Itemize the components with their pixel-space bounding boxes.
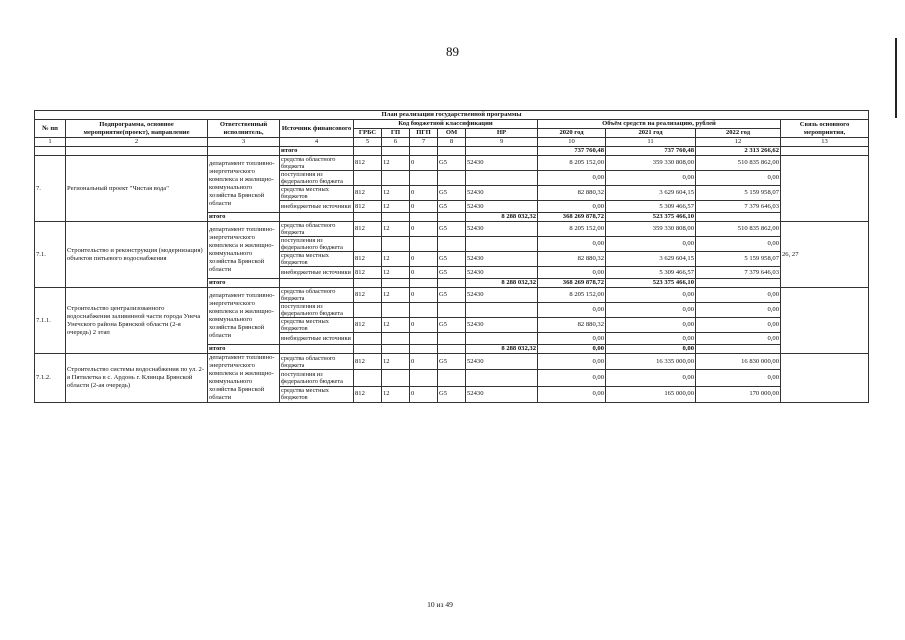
table-row — [35, 222, 869, 237]
item-link: 26, 27 — [781, 222, 869, 288]
empty-cell — [66, 147, 208, 156]
total-y2021: 368 269 878,72 — [538, 279, 606, 288]
total-y2020: 8 288 032,32 — [466, 279, 538, 288]
funding-source: средства местных бюджетов — [280, 318, 354, 333]
code-grbs: 812 — [354, 288, 382, 303]
amount-y2022: 16 830 000,00 — [696, 354, 781, 370]
column-number: 6 — [382, 138, 410, 147]
page-number: 89 — [446, 44, 459, 59]
amount-y2021: 0,00 — [606, 171, 696, 186]
code-grbs: 812 — [354, 156, 382, 171]
empty-cell — [410, 279, 438, 288]
total-y2020: 8 288 032,32 — [466, 345, 538, 354]
amount-y2020: 0,00 — [538, 354, 606, 370]
header-nr: НР — [466, 129, 538, 138]
plan-table — [34, 110, 869, 403]
item-executor: департамент топливно-энергетического комплекса и жилищно-коммунального хозяйства Брянской области — [208, 222, 280, 279]
amount-y2021: 0,00 — [606, 333, 696, 345]
code-om: G5 — [438, 354, 466, 370]
code-nr: 52430 — [466, 156, 538, 171]
funding-source: поступления из федерального бюджета — [280, 303, 354, 318]
header-2021: 2021 год — [606, 129, 696, 138]
item-number: 7.1.2. — [35, 354, 66, 403]
empty-cell — [438, 147, 466, 156]
code-gp: 12 — [382, 252, 410, 267]
code-gp: 12 — [382, 222, 410, 237]
amount-y2022: 0,00 — [696, 171, 781, 186]
empty-cell — [354, 213, 382, 222]
amount-y2022: 0,00 — [696, 303, 781, 318]
code-om: G5 — [438, 267, 466, 279]
code-pgp: 0 — [410, 354, 438, 370]
code-grbs: 812 — [354, 354, 382, 370]
empty-cell — [382, 147, 410, 156]
code-nr: 52430 — [466, 386, 538, 402]
code-nr: 52430 — [466, 222, 538, 237]
code-grbs: 812 — [354, 318, 382, 333]
header-pgp: ПГП — [410, 129, 438, 138]
table-row — [35, 288, 869, 303]
amount-y2021: 0,00 — [606, 303, 696, 318]
column-number: 2 — [66, 138, 208, 147]
code-gp — [382, 333, 410, 345]
code-nr — [466, 237, 538, 252]
item-executor: департамент топливно-энергетического комплекса и жилищно-коммунального хозяйства Брянской области — [208, 354, 280, 403]
column-number: 10 — [538, 138, 606, 147]
item-link — [781, 156, 869, 222]
code-grbs — [354, 370, 382, 386]
code-pgp: 0 — [410, 252, 438, 267]
code-pgp: 0 — [410, 156, 438, 171]
code-pgp: 0 — [410, 186, 438, 201]
code-nr: 52430 — [466, 201, 538, 213]
empty-cell — [410, 213, 438, 222]
amount-y2020: 82 880,32 — [538, 252, 606, 267]
code-om: G5 — [438, 252, 466, 267]
empty-cell — [208, 147, 280, 156]
page-footer: 10 из 49 — [427, 600, 453, 609]
code-gp: 12 — [382, 288, 410, 303]
item-executor: департамент топливно-энергетического комплекса и жилищно-коммунального хозяйства Брянской области — [208, 288, 280, 345]
empty-cell — [280, 345, 354, 354]
header-link: Связь основного мероприятия, — [781, 120, 869, 138]
amount-y2022: 510 835 862,00 — [696, 222, 781, 237]
funding-source: внебюджетные источники — [280, 333, 354, 345]
amount-y2020: 0,00 — [538, 267, 606, 279]
amount-y2020: 8 205 152,00 — [538, 288, 606, 303]
total-label: итого — [280, 147, 354, 156]
header-grbs: ГРБС — [354, 129, 382, 138]
total-y2022: 523 375 466,10 — [606, 213, 696, 222]
amount-y2020: 8 205 152,00 — [538, 156, 606, 171]
code-om: G5 — [438, 222, 466, 237]
code-pgp — [410, 237, 438, 252]
amount-y2020: 0,00 — [538, 171, 606, 186]
code-grbs: 812 — [354, 252, 382, 267]
code-om: G5 — [438, 156, 466, 171]
amount-y2021: 3 629 604,15 — [606, 186, 696, 201]
amount-y2020: 8 205 152,00 — [538, 222, 606, 237]
column-number: 5 — [354, 138, 382, 147]
amount-y2021: 3 629 604,15 — [606, 252, 696, 267]
total-y2020: 8 288 032,32 — [466, 213, 538, 222]
total-y2022: 523 375 466,10 — [606, 279, 696, 288]
column-number: 1 — [35, 138, 66, 147]
table-row — [35, 156, 869, 171]
empty-cell — [410, 345, 438, 354]
code-gp — [382, 237, 410, 252]
column-number: 12 — [696, 138, 781, 147]
total-y2021: 0,00 — [538, 345, 606, 354]
total-row — [35, 147, 869, 156]
header-2022: 2022 год — [696, 129, 781, 138]
margin-mark — [895, 38, 897, 118]
item-name: Строительство централизованного водоснабжения заливинной части города Унеча Унечского района Брянской области (2-я очередь) 2 этап — [66, 288, 208, 354]
code-grbs: 812 — [354, 186, 382, 201]
code-pgp — [410, 370, 438, 386]
amount-y2021: 359 330 808,00 — [606, 156, 696, 171]
amount-y2021: 359 330 808,00 — [606, 222, 696, 237]
item-link — [781, 354, 869, 403]
amount-y2021: 0,00 — [606, 370, 696, 386]
amount-y2021: 16 335 000,00 — [606, 354, 696, 370]
amount-y2022: 0,00 — [696, 370, 781, 386]
funding-source: поступления из федерального бюджета — [280, 237, 354, 252]
amount-y2022: 7 379 646,03 — [696, 201, 781, 213]
funding-source: внебюджетные источники — [280, 267, 354, 279]
column-number: 13 — [781, 138, 869, 147]
table-body — [35, 138, 869, 403]
funding-source: средства местных бюджетов — [280, 386, 354, 402]
amount-y2021: 165 000,00 — [606, 386, 696, 402]
code-pgp — [410, 171, 438, 186]
code-gp: 12 — [382, 267, 410, 279]
code-om — [438, 237, 466, 252]
code-grbs — [354, 303, 382, 318]
header-om: ОМ — [438, 129, 466, 138]
item-number: 7. — [35, 156, 66, 222]
funding-source: средства областного бюджета — [280, 222, 354, 237]
total-label: итого — [208, 213, 280, 222]
funding-source: средства областного бюджета — [280, 156, 354, 171]
code-om — [438, 171, 466, 186]
amount-y2020: 0,00 — [538, 201, 606, 213]
total-y2021: 368 269 878,72 — [538, 213, 606, 222]
total-y2022: 0,00 — [606, 345, 696, 354]
code-pgp: 0 — [410, 201, 438, 213]
empty-cell — [280, 279, 354, 288]
amount-y2022: 0,00 — [696, 333, 781, 345]
code-om — [438, 333, 466, 345]
funding-source: средства местных бюджетов — [280, 186, 354, 201]
empty-cell — [781, 147, 869, 156]
code-pgp: 0 — [410, 222, 438, 237]
code-gp: 12 — [382, 156, 410, 171]
empty-cell — [354, 147, 382, 156]
empty-cell — [382, 279, 410, 288]
code-nr: 52430 — [466, 267, 538, 279]
code-gp: 12 — [382, 201, 410, 213]
funding-source: средства областного бюджета — [280, 288, 354, 303]
column-number: 9 — [466, 138, 538, 147]
header-num: № пп — [35, 120, 66, 138]
column-number: 8 — [438, 138, 466, 147]
amount-y2020: 0,00 — [538, 370, 606, 386]
empty-cell — [438, 345, 466, 354]
header-gp: ГП — [382, 129, 410, 138]
code-om: G5 — [438, 201, 466, 213]
item-number: 7.1.1. — [35, 288, 66, 354]
amount-y2020: 0,00 — [538, 237, 606, 252]
amount-y2022: 5 159 958,07 — [696, 252, 781, 267]
empty-cell — [438, 213, 466, 222]
amount-y2021: 0,00 — [606, 288, 696, 303]
column-number: 7 — [410, 138, 438, 147]
code-gp — [382, 303, 410, 318]
amount-y2021: 5 309 466,57 — [606, 267, 696, 279]
code-grbs: 812 — [354, 386, 382, 402]
code-grbs — [354, 237, 382, 252]
code-pgp: 0 — [410, 386, 438, 402]
column-number: 4 — [280, 138, 354, 147]
total-y2022: 2 313 266,62 — [696, 147, 781, 156]
column-number: 11 — [606, 138, 696, 147]
amount-y2022: 0,00 — [696, 288, 781, 303]
code-gp — [382, 171, 410, 186]
code-nr — [466, 303, 538, 318]
amount-y2020: 0,00 — [538, 303, 606, 318]
funding-source: внебюджетные источники — [280, 201, 354, 213]
code-gp: 12 — [382, 186, 410, 201]
code-nr — [466, 333, 538, 345]
total-y2020: 737 760,48 — [538, 147, 606, 156]
code-nr: 52430 — [466, 354, 538, 370]
code-pgp: 0 — [410, 267, 438, 279]
code-pgp: 0 — [410, 318, 438, 333]
code-nr — [466, 370, 538, 386]
table-row — [35, 354, 869, 370]
code-nr: 52430 — [466, 252, 538, 267]
code-om — [438, 370, 466, 386]
amount-y2020: 0,00 — [538, 333, 606, 345]
code-grbs — [354, 171, 382, 186]
code-pgp — [410, 333, 438, 345]
table-title: План реализации государственной программы — [35, 111, 869, 120]
funding-source: поступления из федерального бюджета — [280, 370, 354, 386]
empty-cell — [466, 147, 538, 156]
code-grbs: 812 — [354, 222, 382, 237]
code-nr: 52430 — [466, 288, 538, 303]
item-link — [781, 288, 869, 354]
amount-y2020: 82 880,32 — [538, 186, 606, 201]
code-om: G5 — [438, 386, 466, 402]
header-volume: Объём средств на реализацию, рублей — [538, 120, 781, 129]
header-budget-code: Код бюджетной классификации — [354, 120, 538, 129]
amount-y2022: 510 835 862,00 — [696, 156, 781, 171]
code-om: G5 — [438, 186, 466, 201]
code-pgp: 0 — [410, 288, 438, 303]
code-om — [438, 303, 466, 318]
total-label: итого — [208, 345, 280, 354]
empty-cell — [354, 279, 382, 288]
amount-y2022: 0,00 — [696, 237, 781, 252]
code-gp: 12 — [382, 354, 410, 370]
code-om: G5 — [438, 288, 466, 303]
amount-y2021: 0,00 — [606, 318, 696, 333]
header-subprogram: Подпрограмма, основное мероприятие(проект), направление — [66, 120, 208, 138]
funding-source: средства областного бюджета — [280, 354, 354, 370]
code-gp: 12 — [382, 318, 410, 333]
funding-source: средства местных бюджетов — [280, 252, 354, 267]
item-name: Региональный проект "Чистая вода" — [66, 156, 208, 222]
code-grbs: 812 — [354, 267, 382, 279]
empty-cell — [382, 213, 410, 222]
code-pgp — [410, 303, 438, 318]
header-2020: 2020 год — [538, 129, 606, 138]
empty-cell — [410, 147, 438, 156]
header-source: Источник финансового — [280, 120, 354, 138]
column-number-row — [35, 138, 869, 147]
code-gp: 12 — [382, 386, 410, 402]
code-om: G5 — [438, 318, 466, 333]
item-name: Строительство системы водоснабжения по ул. 2-я Пятилетка в с. Ардонь г. Клинцы Брянской области (2-ая очередь) — [66, 354, 208, 403]
column-number: 3 — [208, 138, 280, 147]
code-nr: 52430 — [466, 318, 538, 333]
amount-y2020: 82 880,32 — [538, 318, 606, 333]
amount-y2020: 0,00 — [538, 386, 606, 402]
code-nr — [466, 171, 538, 186]
amount-y2022: 7 379 646,03 — [696, 267, 781, 279]
amount-y2021: 0,00 — [606, 237, 696, 252]
item-executor: департамент топливно-энергетического комплекса и жилищно-коммунального хозяйства Брянской области — [208, 156, 280, 213]
amount-y2022: 5 159 958,07 — [696, 186, 781, 201]
amount-y2022: 0,00 — [696, 318, 781, 333]
amount-y2021: 5 309 466,57 — [606, 201, 696, 213]
total-y2021: 737 760,48 — [606, 147, 696, 156]
code-gp — [382, 370, 410, 386]
empty-cell — [382, 345, 410, 354]
code-grbs: 812 — [354, 201, 382, 213]
amount-y2022: 170 000,00 — [696, 386, 781, 402]
empty-cell — [35, 147, 66, 156]
header-executor: Ответственный исполнитель, — [208, 120, 280, 138]
total-label: итого — [208, 279, 280, 288]
funding-source: поступления из федерального бюджета — [280, 171, 354, 186]
item-number: 7.1. — [35, 222, 66, 288]
empty-cell — [280, 213, 354, 222]
item-name: Строительство и реконструкция (модернизация) объектов питьевого водоснабжения — [66, 222, 208, 288]
code-grbs — [354, 333, 382, 345]
empty-cell — [354, 345, 382, 354]
code-nr: 52430 — [466, 186, 538, 201]
empty-cell — [438, 279, 466, 288]
